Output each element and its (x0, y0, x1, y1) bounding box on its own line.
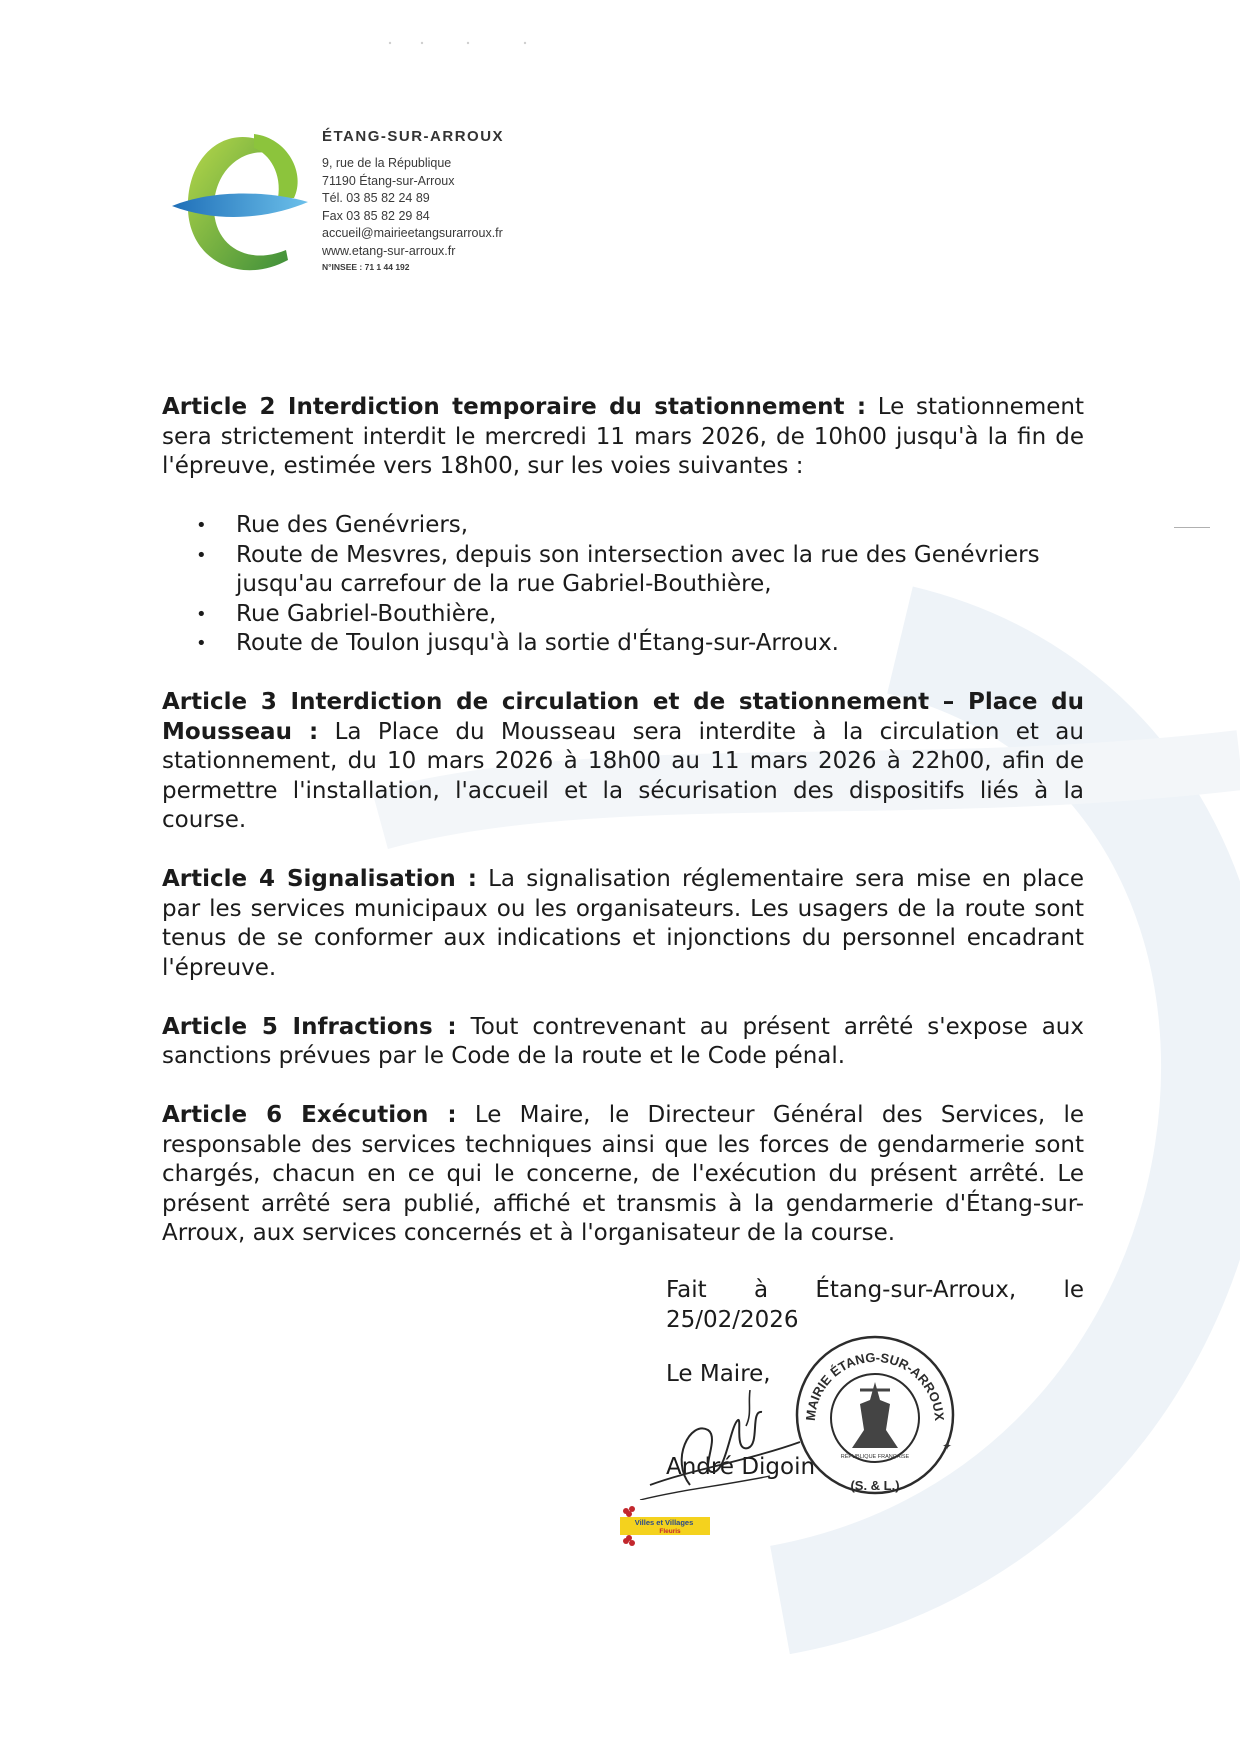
article-2-text: Le stationnement sera strictement interdit le mercredi 11 mars 2026, de 10h00 jusqu'à la fin de l'épreuve, estimée vers 18h00, sur les voies suivantes : (162, 394, 1084, 479)
signature-place-date (666, 1276, 1084, 1335)
insee-number: N°INSEE : 71 1 44 192 (322, 262, 410, 272)
article-4-title: Article 4 Signalisation : (162, 866, 477, 892)
seal-bottom-text: (S. & L.) (850, 1478, 900, 1493)
seal-center-text: RÉPUBLIQUE FRANÇAISE (840, 1454, 910, 1460)
letterhead (160, 118, 680, 288)
mayor-name: André Digoin (666, 1454, 816, 1480)
signature-date: 25/02/2026 (666, 1306, 799, 1333)
list-item: • Route de Toulon jusqu'à la sortie d'Étang-sur-Arroux. (162, 629, 1084, 659)
address-street: 9, rue de la République (322, 156, 452, 170)
seal-top-text: MAIRIE ÉTANG-SUR-ARROUX (802, 1349, 948, 1422)
label-line-2: Fleuris (659, 1528, 681, 1535)
list-item: • Rue Gabriel-Bouthière, (162, 600, 1084, 630)
article-4 (162, 865, 1084, 983)
fait-a-line: Fait à Étang-sur-Arroux, le (666, 1277, 1084, 1303)
article-6-title: Article 6 Exécution : (162, 1102, 457, 1128)
article-5-text: Tout contrevenant au présent arrêté s'expose aux sanctions prévues par le Code de la route et le Code pénal. (162, 1013, 1084, 1069)
article-3-title: Article 3 Interdiction de circulation et de stationnement – Place du Mousseau : (162, 689, 1084, 745)
decree-body (162, 393, 1084, 1249)
article-5-title: Article 5 Infractions : (162, 1013, 457, 1040)
commune-name: ÉTANG-SUR-ARROUX (322, 128, 505, 145)
article-3-text: La Place du Mousseau sera interdite à la circulation et au stationnement, du 10 mars 2026 à 18h00 au 11 mars 2026 à 22h00, afin de permettre l'installation, l'accueil et la sécurisation des dispositifs liés à la course. (162, 718, 1084, 833)
article-4-text: La signalisation réglementaire sera mise en place par les services municipaux ou les organisateurs. Les usagers de la route sont tenus de se conformer aux indications et injonctions du personnel encadrant l'épreuve. (162, 866, 1084, 981)
villes-villages-fleuris-label (614, 1503, 714, 1549)
margin-mark (1174, 527, 1210, 528)
article-2-title: Article 2 Interdiction temporaire du stationnement : (162, 394, 867, 420)
fax-number: Fax 03 85 82 29 84 (322, 208, 430, 223)
article-6 (162, 1101, 1084, 1249)
list-item: • Rue des Genévriers, (162, 511, 1084, 541)
article-6-text: Le Maire, le Directeur Général des Services, le responsable des services techniques ainsi que les forces de gendarmerie sont chargés, chacun en ce qui le concerne, de l'exécution du présent arrêté. Le présent arrêté sera publié, affiché et transmis à la gendarmerie d'Étang-sur-Arroux, aux services concernés et à l'organisateur de la course. (162, 1102, 1084, 1246)
svg-text:✦: ✦ (942, 1439, 953, 1453)
website-address: www.etang-sur-arroux.fr (322, 243, 456, 258)
article-3 (162, 688, 1084, 836)
email-address: accueil@mairieetangsurarroux.fr (322, 226, 503, 240)
mayor-role: Le Maire, (666, 1361, 771, 1387)
official-seal-icon (790, 1330, 960, 1500)
phone-number: Tél. 03 85 82 24 89 (322, 191, 430, 205)
label-line-1: Villes et Villages (634, 1518, 694, 1527)
commune-logo-icon (170, 128, 310, 288)
scan-specks (380, 40, 540, 46)
address-city: 71190 Étang-sur-Arroux (322, 173, 455, 188)
article-2 (162, 393, 1084, 482)
street-list (162, 511, 1084, 659)
list-item: • Route de Mesvres, depuis son intersection avec la rue des Genévriers jusqu'au carrefour de la rue Gabriel-Bouthière, (162, 541, 1084, 600)
article-5 (162, 1013, 1084, 1072)
letterhead-contact (322, 128, 504, 274)
